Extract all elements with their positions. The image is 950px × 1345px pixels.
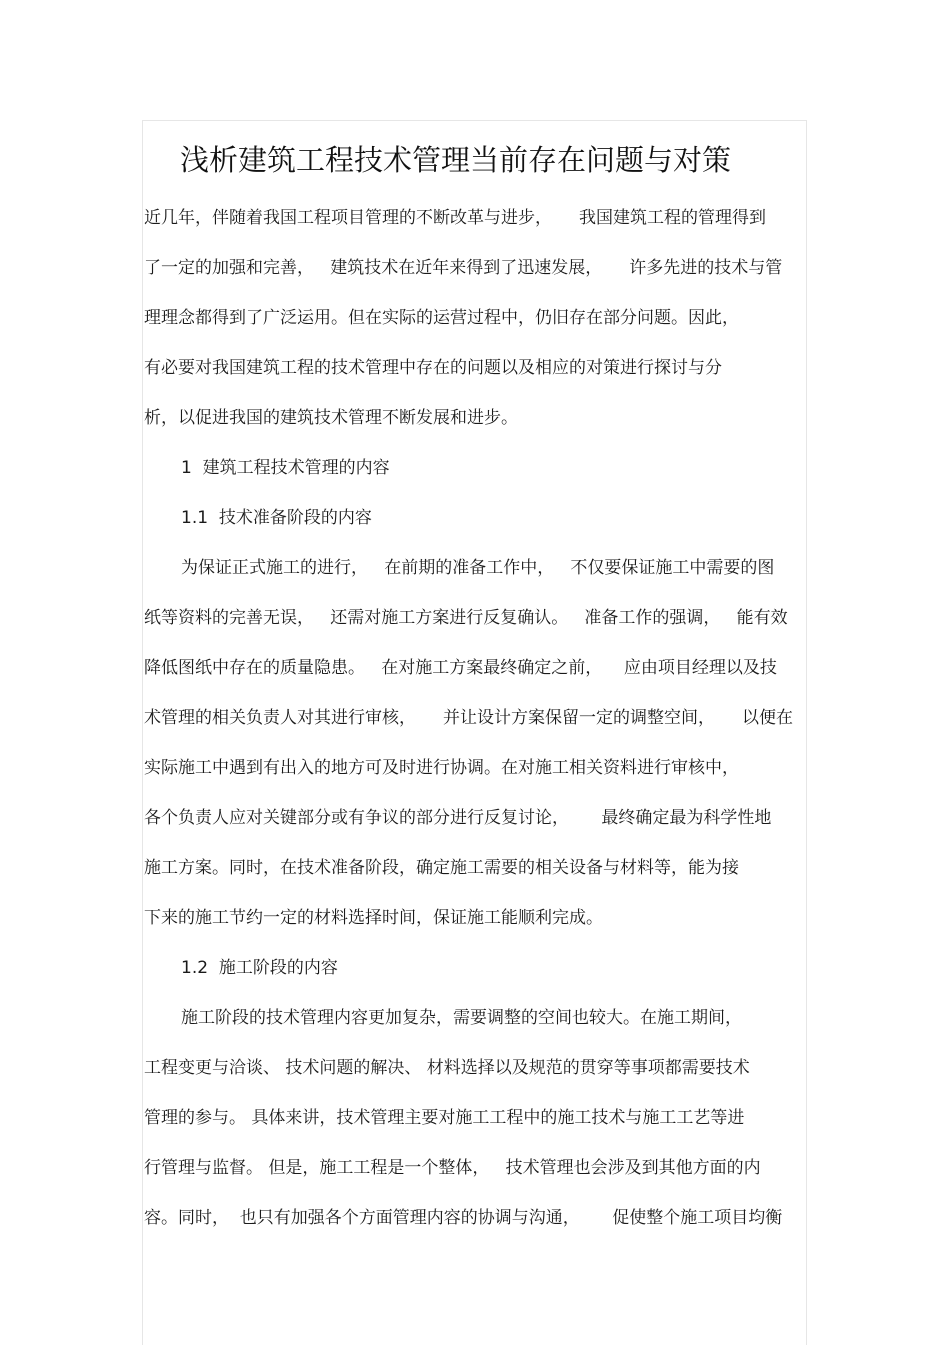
paragraph-line: 管理的参与。 具体来讲，技术管理主要对施工工程中的施工技术与施工工艺等进 xyxy=(144,1108,745,1128)
paragraph-line: 析，以促进我国的建筑技术管理不断发展和进步。 xyxy=(144,408,518,428)
paragraph-line: 下来的施工节约一定的材料选择时间，保证施工能顺利完成。 xyxy=(144,908,603,928)
paragraph-line: 行管理与监督。 但是，施工工程是一个整体， 技术管理也会涉及到其他方面的内 xyxy=(144,1158,761,1178)
paragraph-line: 近几年，伴随着我国工程项目管理的不断改革与进步， 我国建筑工程的管理得到 xyxy=(144,208,767,228)
paragraph-line: 了一定的加强和完善， 建筑技术在近年来得到了迅速发展， 许多先进的技术与管 xyxy=(144,258,783,278)
paragraph-line: 有必要对我国建筑工程的技术管理中存在的问题以及相应的对策进行探讨与分 xyxy=(144,358,722,378)
paragraph-line: 工程变更与洽谈、 技术问题的解决、 材料选择以及规范的贯穿等事项都需要技术 xyxy=(144,1058,750,1078)
document-title: 浅析建筑工程技术管理当前存在问题与对策 xyxy=(180,143,732,177)
paragraph-line: 容。同时， 也只有加强各个方面管理内容的协调与沟通， 促使整个施工项目均衡 xyxy=(144,1208,783,1228)
paragraph-line: 理理念都得到了广泛运用。但在实际的运营过程中，仍旧存在部分问题。因此， xyxy=(144,308,739,328)
subsection-heading: 1.1 技术准备阶段的内容 xyxy=(181,508,372,528)
paragraph-line: 施工阶段的技术管理内容更加复杂，需要调整的空间也较大。在施工期间， xyxy=(181,1008,742,1028)
paragraph-line: 术管理的相关负责人对其进行审核， 并让设计方案保留一定的调整空间， 以便在 xyxy=(144,708,794,728)
paragraph-line: 各个负责人应对关键部分或有争议的部分进行反复讨论， 最终确定最为科学性地 xyxy=(144,808,772,828)
subsection-heading: 1.2 施工阶段的内容 xyxy=(181,958,338,978)
paragraph-line: 为保证正式施工的进行， 在前期的准备工作中， 不仅要保证施工中需要的图 xyxy=(181,558,775,578)
paragraph-line: 降低图纸中存在的质量隐患。 在对施工方案最终确定之前， 应由项目经理以及技 xyxy=(144,658,777,678)
section-heading: 1 建筑工程技术管理的内容 xyxy=(181,458,390,478)
paragraph-line: 纸等资料的完善无误， 还需对施工方案进行反复确认。 准备工作的强调， 能有效 xyxy=(144,608,788,628)
paragraph-line: 施工方案。同时，在技术准备阶段，确定施工需要的相关设备与材料等，能为接 xyxy=(144,858,739,878)
paragraph-line: 实际施工中遇到有出入的地方可及时进行协调。在对施工相关资料进行审核中， xyxy=(144,758,739,778)
